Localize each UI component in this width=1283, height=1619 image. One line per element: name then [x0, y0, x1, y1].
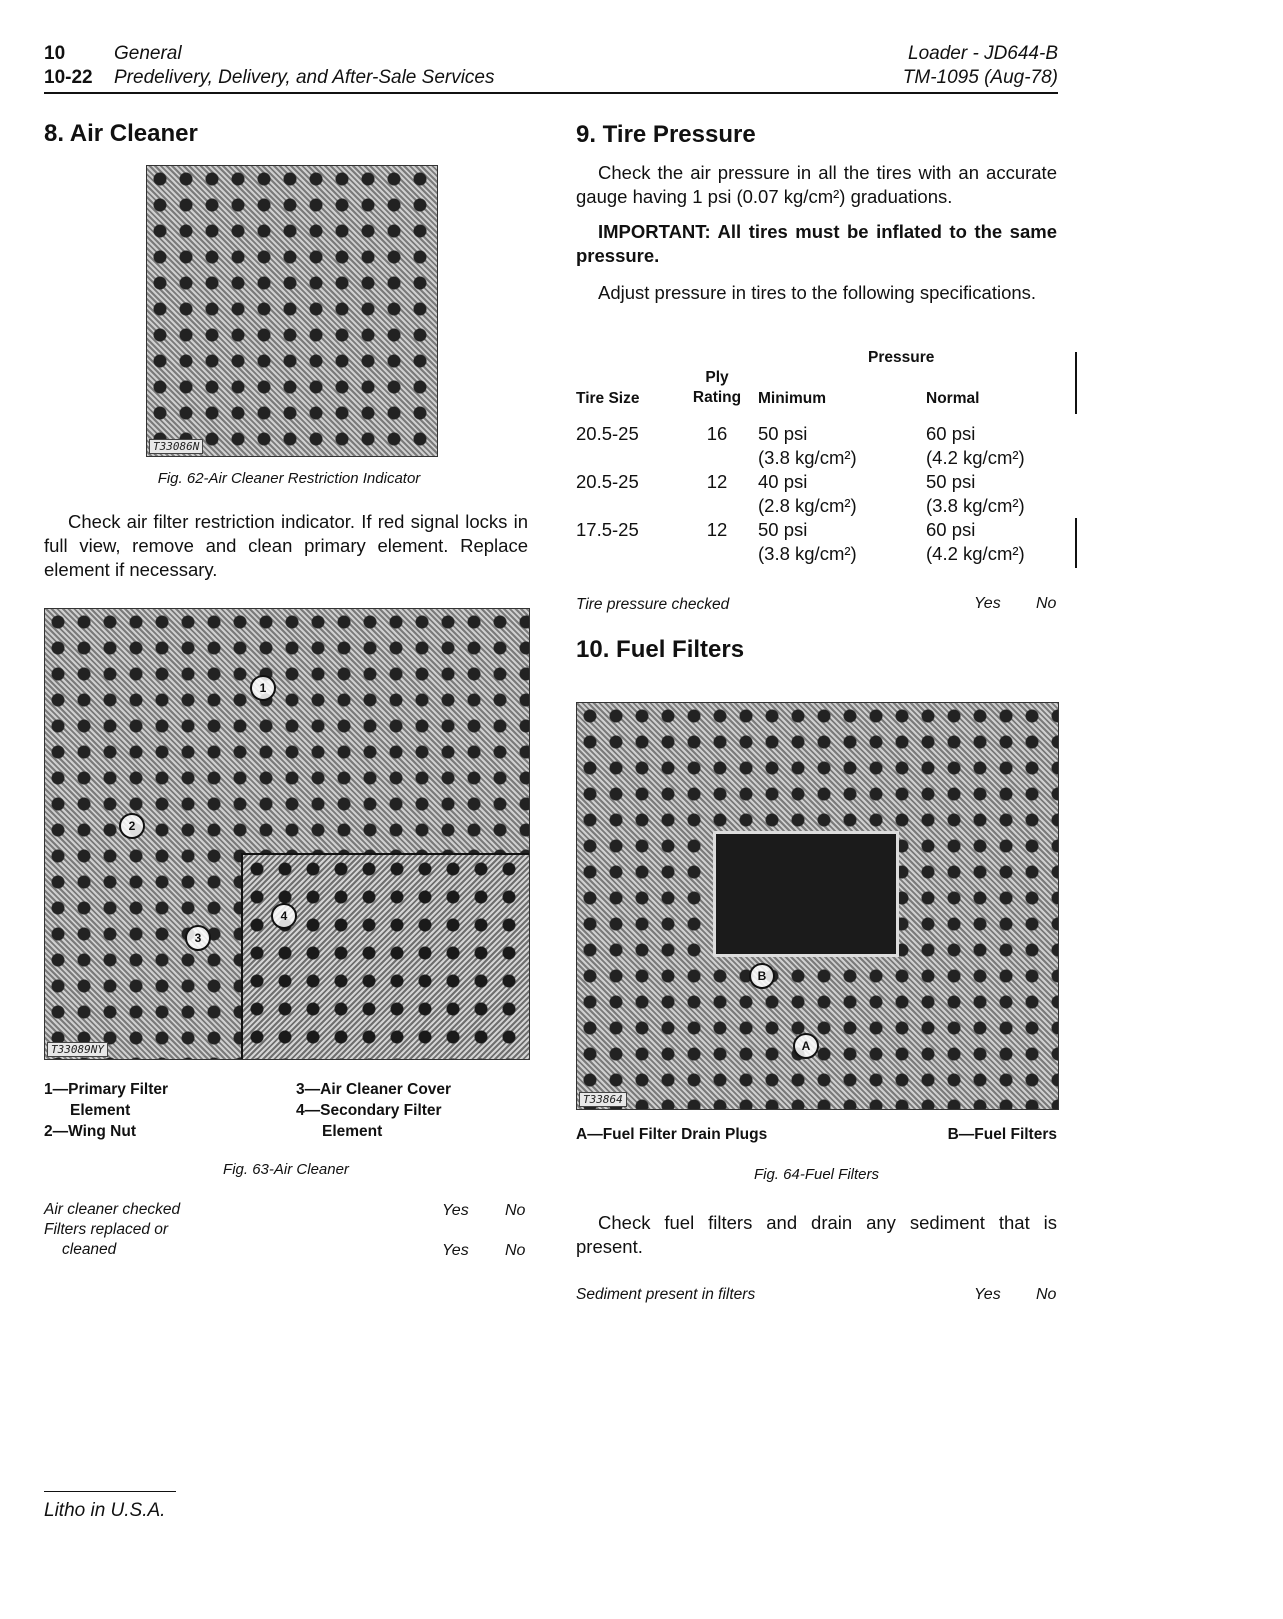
sediment-no[interactable]: No: [1036, 1286, 1057, 1303]
filters-no[interactable]: No: [505, 1242, 526, 1259]
page-number: 10-22: [44, 67, 93, 88]
normal-psi: 50 psi: [926, 471, 976, 492]
cell-ply: 12: [706, 471, 728, 492]
min-psi: 50 psi: [758, 423, 808, 444]
normal-metric: (4.2 kg/cm²): [926, 543, 1025, 564]
table-row: [576, 422, 1056, 470]
fig63-marker-4: 4: [271, 903, 297, 929]
air-cleaner-no[interactable]: No: [505, 1202, 526, 1219]
cell-min: [758, 470, 926, 518]
fig62-caption: Fig. 62-Air Cleaner Restriction Indicator: [157, 470, 421, 487]
check-filters-cont: cleaned: [62, 1241, 117, 1258]
footer-rule: [44, 1491, 176, 1492]
col-ply-2: Rating: [692, 389, 742, 406]
min-metric: (2.8 kg/cm²): [758, 495, 857, 516]
fig64-photo: [576, 702, 1059, 1110]
fuel-filters-heading: 10. Fuel Filters: [576, 636, 745, 663]
legend-item-3: 3—Air Cleaner Cover: [296, 1081, 452, 1098]
fig63-legend-left: [44, 1079, 284, 1142]
air-cleaner-checklist: [44, 1200, 304, 1260]
pressure-header: Pressure: [868, 349, 935, 366]
cell-min: [758, 422, 926, 470]
fig63-caption: Fig. 63-Air Cleaner: [223, 1161, 349, 1178]
section-number: 10: [44, 43, 66, 64]
normal-metric: (4.2 kg/cm²): [926, 447, 1025, 468]
tire-pressure-table: [576, 368, 1056, 566]
legend-item-1-cont: Element: [70, 1102, 131, 1119]
fig63-marker-2: 2: [119, 813, 145, 839]
tire-pressure-heading: 9. Tire Pressure: [576, 121, 756, 148]
cell-size: 20.5-25: [576, 423, 639, 444]
sediment-yes[interactable]: Yes: [974, 1286, 1001, 1303]
tire-pressure-important: IMPORTANT: All tires must be inflated to the same pressure.: [576, 221, 1057, 266]
air-cleaner-heading: 8. Air Cleaner: [44, 120, 198, 147]
group-title: Predelivery, Delivery, and After-Sale Services: [114, 67, 495, 88]
header-rule: [44, 92, 1058, 94]
litho-footer: Litho in U.S.A.: [44, 1500, 166, 1521]
cell-size: 20.5-25: [576, 471, 639, 492]
legend-item-2: 2—Wing Nut: [44, 1123, 136, 1140]
tire-pressure-no[interactable]: No: [1036, 595, 1057, 612]
check-filters: Filters replaced or: [44, 1221, 169, 1238]
normal-psi: 60 psi: [926, 519, 976, 540]
min-psi: 50 psi: [758, 519, 808, 540]
normal-metric: (3.8 kg/cm²): [926, 495, 1025, 516]
air-cleaner-text: Check air filter restriction indicator. If red signal locks in full view, remove and clean primary element. Replace element if necessary.: [44, 511, 528, 580]
table-row: [576, 470, 1056, 518]
manual-number: TM-1095 (Aug-78): [902, 67, 1058, 88]
cell-size: 17.5-25: [576, 519, 639, 540]
change-bar-bottom: [1075, 518, 1077, 568]
fuel-filters-text: Check fuel filters and drain any sediment that is present.: [576, 1212, 1057, 1257]
normal-psi: 60 psi: [926, 423, 976, 444]
fig63-marker-3: 3: [185, 925, 211, 951]
col-tire-size: Tire Size: [576, 390, 640, 407]
fig64-marker-a: A: [793, 1033, 819, 1059]
air-cleaner-yes[interactable]: Yes: [442, 1202, 469, 1219]
cell-normal: [926, 470, 1056, 518]
tire-pressure-yes[interactable]: Yes: [974, 595, 1001, 612]
fig62-tag: T33086N: [149, 439, 203, 454]
fig63-legend-right: [296, 1079, 536, 1142]
section-title: General: [114, 43, 182, 64]
col-ply-rating: [676, 368, 758, 408]
machine-model: Loader - JD644-B: [908, 43, 1058, 64]
tire-pressure-text: Check the air pressure in all the tires with an accurate gauge having 1 psi (0.07 kg/cm²) graduations.: [576, 162, 1057, 207]
col-minimum: Minimum: [758, 390, 827, 407]
fuel-filter-block: [713, 831, 899, 957]
fig63-marker-1: 1: [250, 675, 276, 701]
tire-pressure-check: Tire pressure checked: [576, 596, 730, 613]
table-row: [576, 518, 1056, 566]
fig63-photo: [44, 608, 530, 1060]
cell-normal: [926, 422, 1056, 470]
min-metric: (3.8 kg/cm²): [758, 447, 857, 468]
legend-item-4: 4—Secondary Filter: [296, 1102, 442, 1119]
header-right: [760, 42, 1058, 90]
col-normal: Normal: [926, 390, 980, 407]
filters-yes[interactable]: Yes: [442, 1242, 469, 1259]
tire-pressure-text2: Adjust pressure in tires to the following specifications.: [598, 282, 1037, 303]
legend-item-4-cont: Element: [322, 1123, 383, 1140]
fig62-photo: [146, 165, 438, 457]
col-ply-1: Ply: [705, 369, 729, 386]
legend-item-1: 1—Primary Filter: [44, 1081, 169, 1098]
fig63-tag: T33089NY: [47, 1042, 108, 1057]
fig64-tag: T33864: [579, 1092, 627, 1107]
min-psi: 40 psi: [758, 471, 808, 492]
check-air-cleaner: Air cleaner checked: [44, 1201, 181, 1218]
fig64-marker-b: B: [749, 963, 775, 989]
cell-min: [758, 518, 926, 566]
fig64-legend-b: B—Fuel Filters: [947, 1126, 1057, 1143]
fig63-inset: [241, 853, 530, 1060]
fig64-caption: Fig. 64-Fuel Filters: [753, 1166, 880, 1183]
cell-ply: 16: [706, 423, 728, 444]
change-bar-top: [1075, 352, 1077, 414]
cell-normal: [926, 518, 1056, 566]
sediment-check: Sediment present in filters: [576, 1286, 756, 1303]
fig64-legend-a: A—Fuel Filter Drain Plugs: [576, 1126, 768, 1143]
cell-ply: 12: [706, 519, 728, 540]
min-metric: (3.8 kg/cm²): [758, 543, 857, 564]
header-left: [44, 42, 604, 90]
